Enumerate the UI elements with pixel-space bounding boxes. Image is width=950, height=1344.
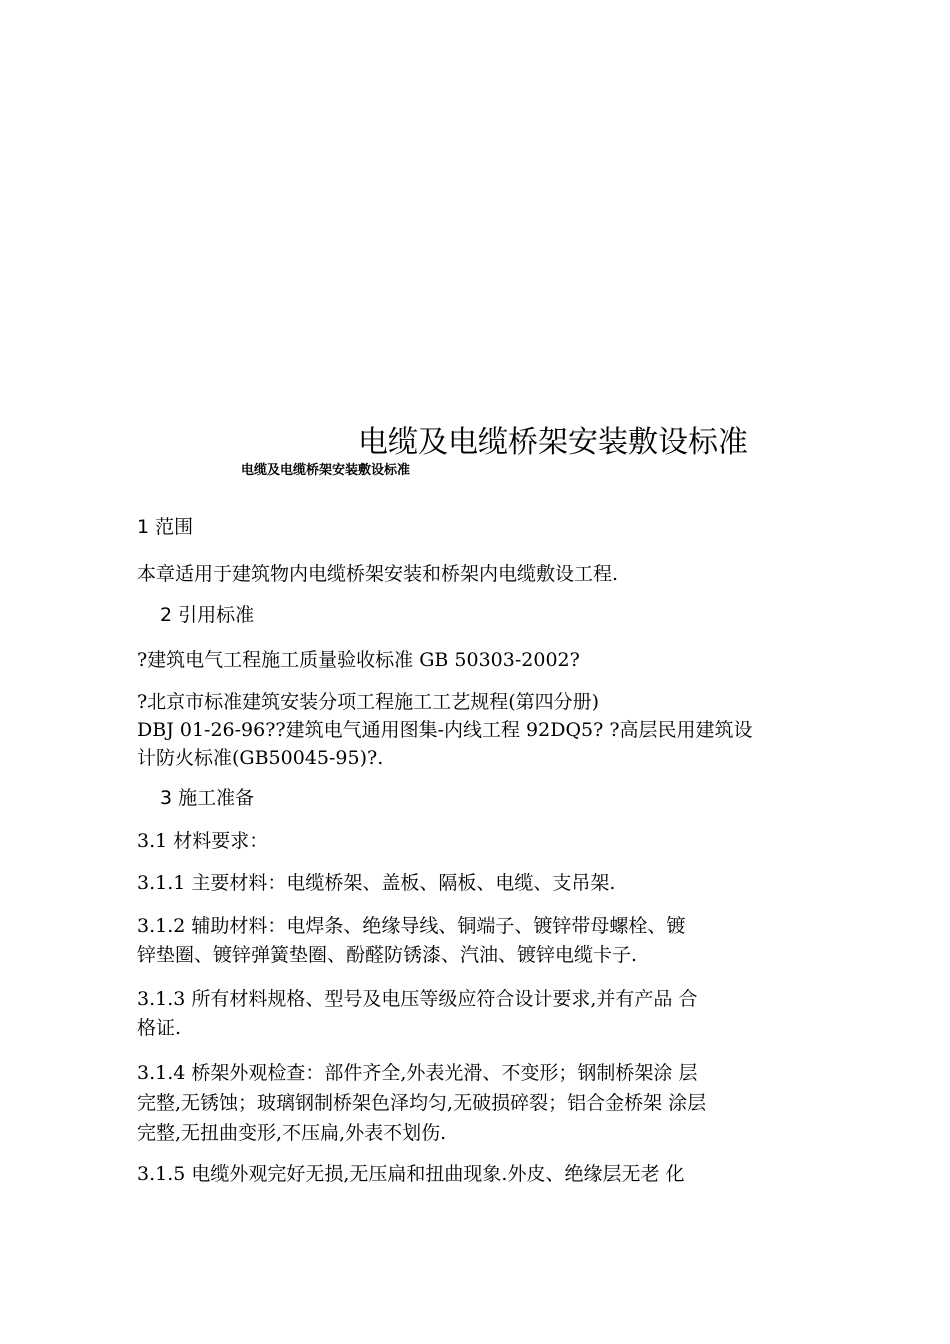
paragraph-line: 3.1.4 桥架外观检查：部件齐全,外表光滑、不变形；钢制桥架涂 层	[137, 1062, 698, 1084]
paragraph-line: 3.1.1 主要材料：电缆桥架、盖板、隔板、电缆、支吊架.	[137, 872, 616, 894]
paragraph-line: 3.1.5 电缆外观完好无损,无压扁和扭曲现象.外皮、绝缘层无老 化	[137, 1163, 685, 1185]
document-title: 电缆及电缆桥架安装敷设标准	[358, 425, 748, 460]
document-subtitle: 电缆及电缆桥架安装敷设标准	[241, 463, 411, 478]
paragraph-line: 完整,无锈蚀；玻璃钢制桥架色泽均匀,无破损碎裂；铝合金桥架 涂层	[137, 1092, 707, 1114]
section-heading-preparation: 3 施工准备	[160, 787, 255, 809]
paragraph-line: 计防火标准(GB50045-95)?.	[137, 747, 384, 769]
paragraph-line: 锌垫圈、镀锌弹簧垫圈、酚醛防锈漆、汽油、镀锌电缆卡子.	[137, 944, 638, 966]
section-heading-references: 2 引用标准	[160, 604, 255, 626]
paragraph-line: 3.1.2 辅助材料：电焊条、绝缘导线、铜端子、镀锌带母螺栓、镀	[137, 915, 686, 937]
paragraph-line: 完整,无扭曲变形,不压扁,外表不划伤.	[137, 1122, 447, 1144]
paragraph-line: 本章适用于建筑物内电缆桥架安装和桥架内电缆敷设工程.	[137, 563, 619, 585]
section-heading-scope: 1 范围	[137, 516, 194, 538]
paragraph-line: 3.1 材料要求：	[137, 830, 269, 852]
paragraph-line: ?北京市标准建筑安装分项工程施工工艺规程(第四分册)	[137, 691, 600, 713]
paragraph-line: ?建筑电气工程施工质量验收标准 GB 50303-2002?	[137, 649, 580, 671]
paragraph-line: DBJ 01-26-96??建筑电气通用图集-内线工程 92DQ5? ?高层民用建筑设	[137, 719, 753, 741]
paragraph-line: 格证.	[137, 1017, 182, 1039]
paragraph-line: 3.1.3 所有材料规格、型号及电压等级应符合设计要求,并有产品 合	[137, 988, 698, 1010]
